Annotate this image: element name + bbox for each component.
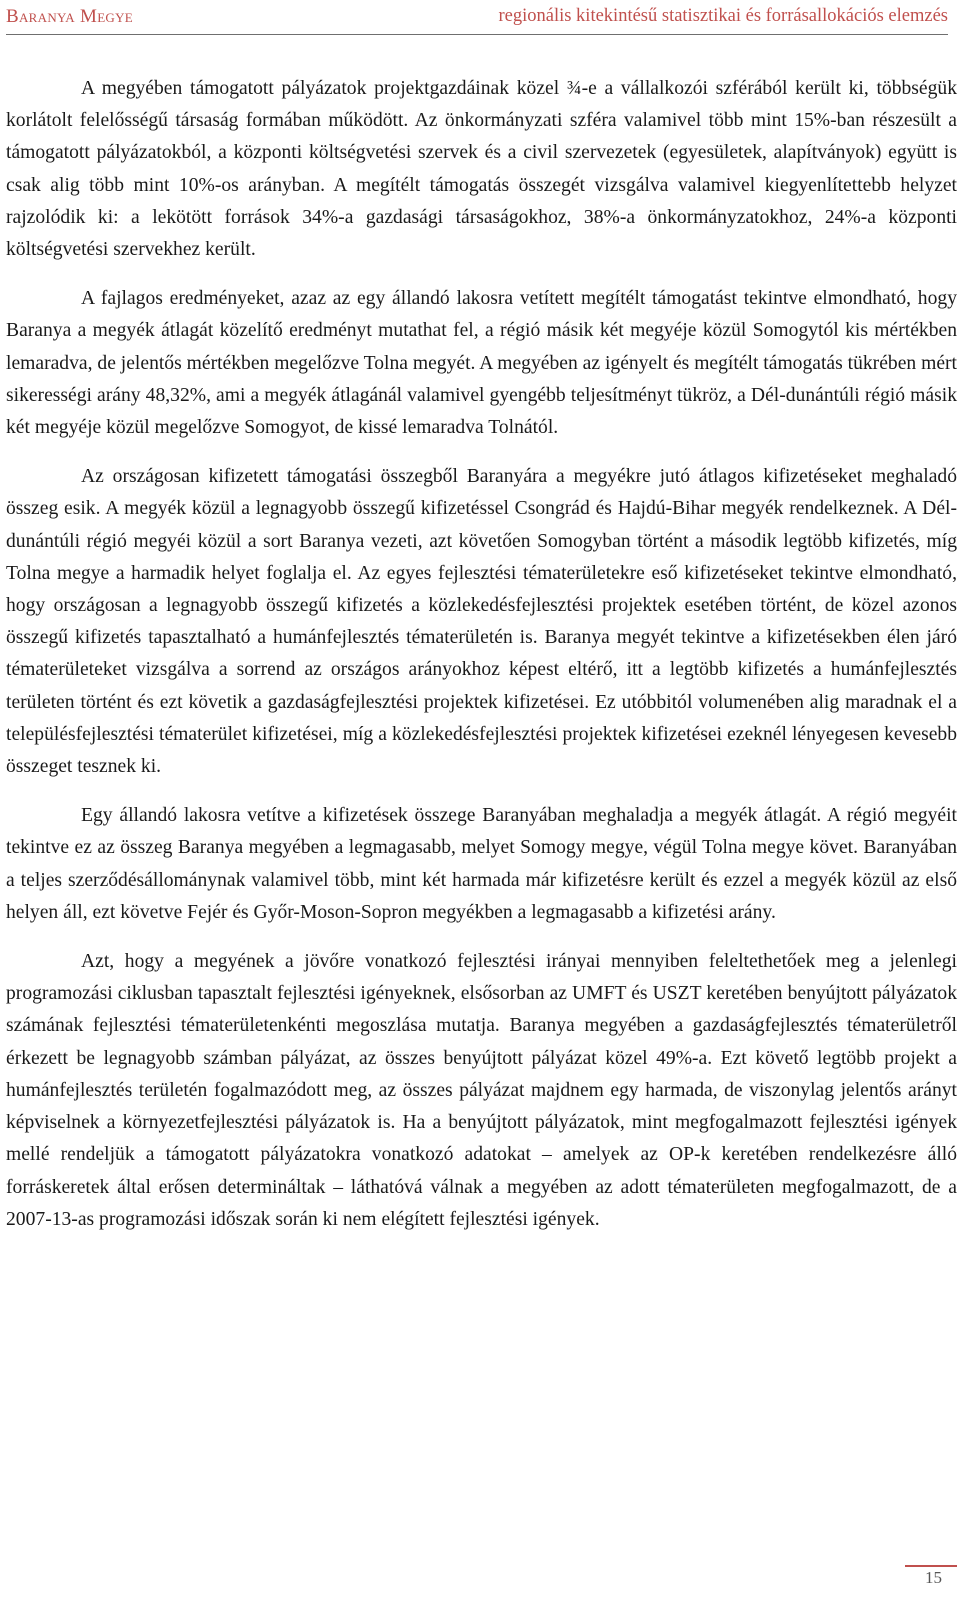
paragraph: A megyében támogatott pályázatok projektgazdáinak közel ¾-e a vállalkozói szférából került ki, többségük korlátolt felelősségű társaság formában működött. Az önkormányzati szféra valamivel több mint 15%-ban részesült a támogatott pályázatokból, a központi költségvetési szervek és a civil szervezetek (egyesületek, alapítványok) együtt is csak alig több mint 10%-os arányban. A megítélt támogatás összegét vizsgálva valamivel kiegyenlítettebb helyzet rajzolódik ki: a lekötött források 34%-a gazdasági társaságokhoz, 38%-a önkormányzatokhoz, 24%-a központi költségvetési szervekhez került. (6, 78, 957, 261)
body-text (6, 73, 957, 1253)
header-county-name: Baranya Megye (6, 6, 134, 27)
page-number: 15 (925, 1568, 942, 1587)
paragraph: Az országosan kifizetett támogatási összegből Baranyára a megyékre jutó átlagos kifizetéseket meghaladó összeg esik. A megyék közül a legnagyobb összegű kifizetéssel Csongrád és Hajdú-Bihar megyék rendelkeznek. A Dél-dunántúli régió megyéi közül a sort Baranya vezeti, azt követően Somogyban történt a második legtöbb kifizetés, míg Tolna megye a harmadik helyet foglalja el. Az egyes fejlesztési tématerületekre eső kifizetéseket tekintve elmondható, hogy országosan a legnagyobb összegű kifizetés a közlekedésfejlesztési projektek esetében történt, de közel azonos összegű kifizetés tapasztalható a humánfejlesztés tématerületén is. Baranya megyét tekintve a kifizetésekben élen járó tématerületeket vizsgálva a sorrend az országos arányokhoz képest eltérő, itt a legtöbb kifizetés a humánfejlesztés területen történt és ezt követik a gazdaságfejlesztési projektek kifizetései. Ez utóbbitól volumenében alig maradnak el a településfejlesztési tématerület kifizetései, míg a közlekedésfejlesztési projektek kifizetései ezeknél lényegesen kevesebb összeget tesznek ki. (6, 466, 957, 778)
header-document-title: regionális kitekintésű statisztikai és forrásallokációs elemzés (498, 6, 948, 26)
paragraph: Egy állandó lakosra vetítve a kifizetések összege Baranyában meghaladja a megyék átlagát. A régió megyéit tekintve ez az összeg Baranya megyében a legmagasabb, melyet Somogy megye, végül Tolna megye követ. Baranyában a teljes szerződésállománynak valamivel több, mint két harmada már kifizetésre került és ezzel a megyék közül az első helyen áll, ezt követve Fejér és Győr-Moson-Sopron megyékben a legmagasabb a kifizetési arány. (6, 805, 957, 923)
footer-divider (905, 1565, 957, 1567)
paragraph: Azt, hogy a megyének a jövőre vonatkozó fejlesztési irányai mennyiben feleltethetőek meg a jelenlegi programozási ciklusban tapasztalt fejlesztési igényeknek, elsősorban az UMFT és USZT keretében benyújtott pályázatok számának fejlesztési tématerületenkénti megoszlása mutatja. Baranya megyében a gazdaságfejlesztés tématerületről érkezett be legnagyobb számban pályázat, az összes benyújtott pályázat közel 49%-a. Ezt követő legtöbb projekt a humánfejlesztés területén fogalmazódott meg, az összes pályázat majdnem egy harmada, de viszonylag jelentős arányt képviselnek a környezetfejlesztési pályázatok is. Ha a benyújtott pályázatok, mint megfogalmazott fejlesztési igények mellé rendeljük a támogatott pályázatokra vonatkozó adatokat – amelyek az OP-k keretében rendelkezésre álló forráskeretek által erősen determináltak – láthatóvá válnak a megyében az adott tématerületen megfogalmazott, de a 2007-13-as programozási időszak során ki nem elégített fejlesztési igények. (6, 951, 957, 1230)
page-header (6, 4, 948, 35)
paragraph: A fajlagos eredményeket, azaz az egy állandó lakosra vetített megítélt támogatást tekintve elmondható, hogy Baranya a megyék átlagát közelítő eredményt mutathat fel, a régió másik két megyéje közül Somogytól kis mértékben lemaradva, de jelentős mértékben megelőzve Tolna megyét. A megyében az igényelt és megítélt támogatás tükrében mért sikerességi arány 48,32%, ami a megyék átlagánál valamivel gyengébb teljesítményt tükröz, a Dél-dunántúli régió másik két megyéje közül megelőzve Somogyot, de kissé lemaradva Tolnától. (6, 288, 957, 439)
